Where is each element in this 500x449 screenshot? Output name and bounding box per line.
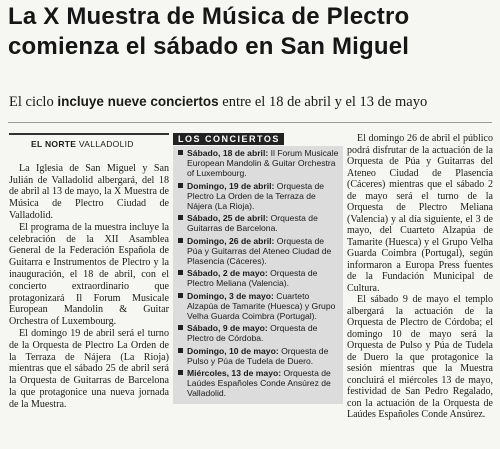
concert-date: Sábado, 2 de mayo: xyxy=(187,268,268,279)
subheadline xyxy=(9,93,495,111)
concert-description: Orquesta de Plectro La Orden de la Terraza de Nájera (La Rioja). xyxy=(187,180,325,212)
paragraph: El domingo 19 de abril será el turno de la Orquesta de Plectro La Orden de la Terraza de Nájera (La Rioja) mientras que el sábado 25 de abril será la Orquesta de Guitarras de Barcelona la que protagonice una nueva jornada de la Muestra. xyxy=(9,327,169,410)
article-column-1 xyxy=(9,133,169,411)
concert-item xyxy=(178,236,340,267)
byline-city: VALLADOLID xyxy=(78,139,134,149)
headline xyxy=(8,2,496,62)
bullet-icon xyxy=(178,348,183,353)
conciertos-heading: LOS CONCIERTOS xyxy=(173,133,284,145)
paragraph: El sábado 9 de mayo el templo albergará la actuación de la Orquesta de Plectro de Córdoba; el domingo 10 de mayo será la Orquesta de Pulso y Púa de Tudela de Duero la que protagonice la sesión mientras que la Muestra concluirá el miércoles 13 de mayo, festividad de San Pedro Regalado, con la actuación de la Orquesta de Laúdes Españoles Conde Ansúrez. xyxy=(347,294,493,420)
concert-date: Sábado, 18 de abril: xyxy=(187,148,269,158)
concert-item xyxy=(178,181,340,212)
concert-item xyxy=(178,148,340,179)
concert-item xyxy=(178,291,340,322)
bullet-icon xyxy=(178,270,183,275)
concert-description: Orquesta de Plectro Meliana (Valencia). xyxy=(187,268,318,289)
concert-date: Sábado, 25 de abril: xyxy=(187,213,269,224)
bullet-icon xyxy=(178,293,183,298)
concert-date: Miércoles, 13 de mayo: xyxy=(187,368,282,379)
article-column-3 xyxy=(347,133,493,421)
concert-item xyxy=(178,346,340,366)
byline xyxy=(9,133,169,154)
concert-description: Il Forum Musicale European Mandolin & Guitar Orchestra of Luxembourg. xyxy=(187,148,339,179)
bullet-icon xyxy=(178,150,183,155)
concert-item xyxy=(178,268,340,288)
concert-description: Orquesta de Guitarras de Barcelona. xyxy=(187,213,318,234)
paragraph: El domingo 26 de abril el público podrá disfrutar de la actuación de la Orquesta de Púa y Guitarras del Ateneo Ciudad de Plasencia (Cáceres) mientras que el sábado 2 de mayo será el turno de la Orquesta de Plectro Meliana (Valencia) y al día siguiente, el 3 de mayo, del Cuarteto Alzapúa de Tamarite (Huesca) y el Grupo Velha Guarda Coimbra (Portugal), según informaron a Europa Press fuentes de la Fundación Municipal de Cultura. xyxy=(347,133,493,294)
subhead-part-2: entre el 18 de abril y el 13 de mayo xyxy=(218,94,428,110)
concert-item xyxy=(178,323,340,343)
conciertos-sidebar xyxy=(173,133,343,404)
subhead-bold: incluye nueve conciertos xyxy=(57,94,219,109)
bullet-icon xyxy=(178,215,183,220)
concert-date: Domingo, 3 de mayo: xyxy=(187,290,274,301)
headline-line-1: La X Muestra de Música de Plectro xyxy=(8,3,410,30)
subhead-part-1: El ciclo xyxy=(9,94,58,110)
paragraph: El programa de la muestra incluye la celebración de la XII Asamblea General de la Federación Española de Guitarra e Instrumentos de Plectro y la inauguración, el 18 de abril, con el concierto extraordinario que protagonizará Il Forum Musicale European Mandolin & Guitar Orchestra of Luxembourg. xyxy=(9,221,169,328)
bullet-icon xyxy=(178,238,183,243)
bullet-icon xyxy=(178,183,183,188)
bullet-icon xyxy=(178,370,183,375)
concert-description: Orquesta de Laúdes Españoles Conde Ansúrez de Valladolid. xyxy=(187,368,331,399)
concert-description: Cuarteto Alzapúa de Tamarite (Huesca) y Grupo Velha Guarda Coimbra (Portugal). xyxy=(187,290,336,322)
concert-description: Orquesta de Plectro de Córdoba. xyxy=(187,323,318,344)
concert-list xyxy=(173,146,343,404)
bullet-icon xyxy=(178,325,183,330)
concert-item xyxy=(178,368,340,399)
divider-rule xyxy=(8,122,492,123)
headline-line-2: comienza el sábado en San Miguel xyxy=(8,33,410,60)
concert-description: Orquesta de Pulso y Púa de Tudela de Duero. xyxy=(187,345,329,366)
concert-description: Orquesta de Púa y Guitarras del Ateneo Ciudad de Plasencia (Cáceres). xyxy=(187,235,332,267)
paragraph: La Iglesia de San Miguel y San Julián de Valladolid albergará, del 18 de abril al 13 de mayo, la X Muestra de Música de Plectro Ciudad de Valladolid. xyxy=(9,162,169,221)
concert-date: Sábado, 9 de mayo: xyxy=(187,323,268,334)
byline-source: EL NORTE xyxy=(31,139,77,149)
concert-date: Domingo, 19 de abril: xyxy=(187,180,275,191)
concert-item xyxy=(178,213,340,233)
concert-date: Domingo, 26 de abril: xyxy=(187,235,275,246)
concert-date: Domingo, 10 de mayo: xyxy=(187,345,279,356)
